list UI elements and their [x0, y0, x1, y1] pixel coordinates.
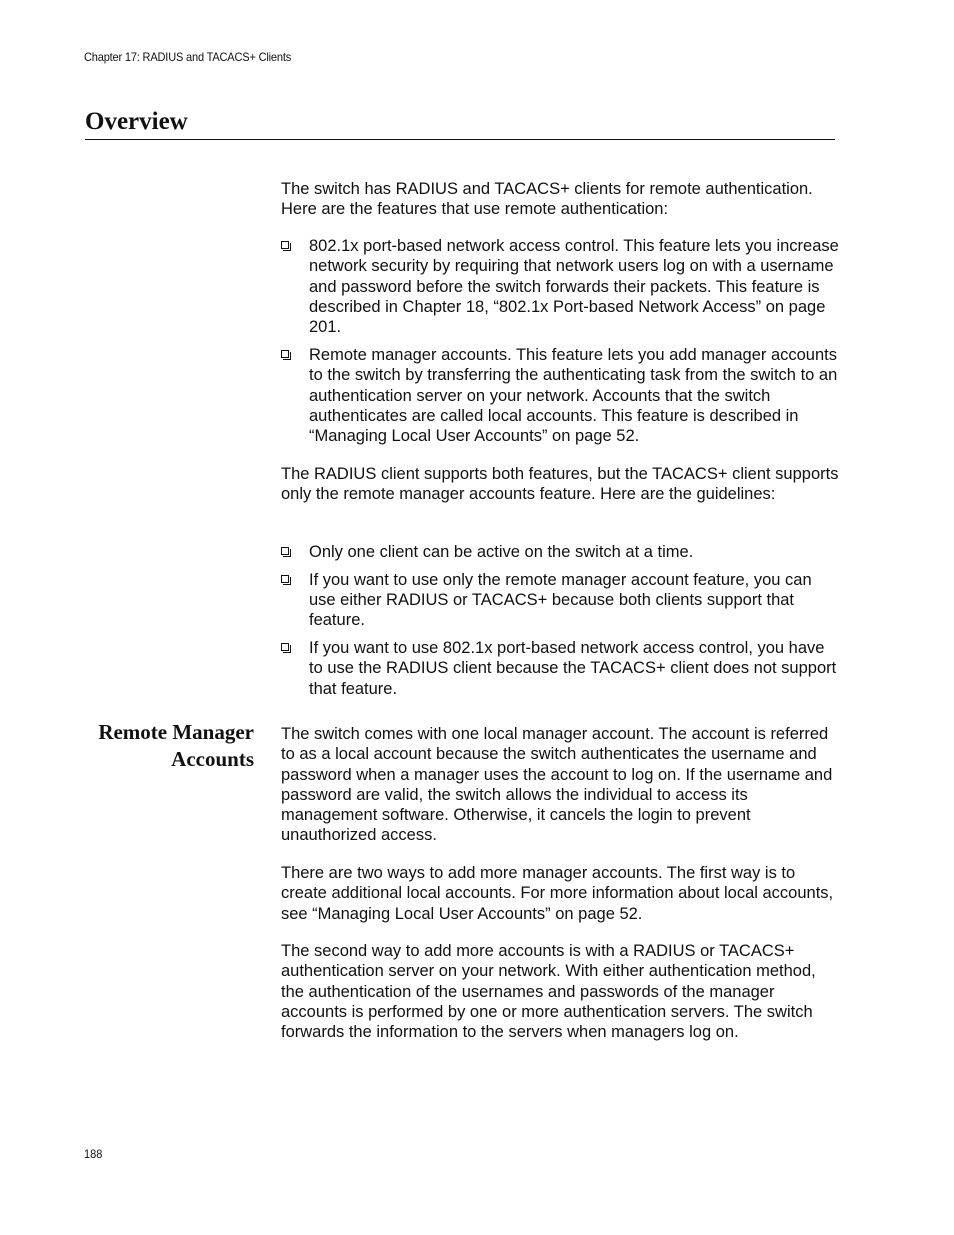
remote-manager-block [281, 863, 841, 924]
list-item-text: Only one client can be active on the switch at a time. [309, 543, 694, 561]
list-item [281, 542, 841, 562]
feature-list [281, 236, 841, 446]
section-title-overview: Overview [85, 108, 188, 135]
list-item-text: Remote manager accounts. This feature lets you add manager accounts to the switch by transferring the authenticating task from the switch to an authentication server on your network. Accounts that the switch authenticates are called local accounts. This feature is described in “Managing Local User Accounts” on page 52. [309, 345, 838, 446]
list-item-text: If you want to use only the remote manager account feature, you can use either RADIUS or TACACS+ because both clients support that feature. [309, 570, 812, 630]
feature-list-block [281, 236, 841, 446]
list-item-text: 802.1x port-based network access control. This feature lets you increase network security by requiring that network users log on with a username and password before the switch forwards their packets. This feature is described in Chapter 18, “802.1x Port-based Network Access” on page 201. [309, 237, 839, 337]
side-heading-line: Accounts [171, 747, 254, 771]
body-paragraph: The switch comes with one local manager account. The account is referred to as a local account because the switch authenticates the username and password when a manager uses the account to log on. If the username and password are valid, the switch allows the individual to access its management software. Otherwise, it cancels the login to prevent unauthorized access. [281, 725, 833, 845]
box-bullet-icon [281, 547, 289, 555]
body-paragraph: There are two ways to add more manager accounts. The first way is to create additional local accounts. For more information about local accounts, see “Managing Local User Accounts” on page 52. [281, 864, 834, 923]
support-text-block [281, 464, 841, 505]
remote-manager-block [281, 941, 841, 1042]
overview-intro-block [281, 179, 841, 220]
overview-intro-paragraph: The switch has RADIUS and TACACS+ clients for remote authentication. Here are the features that use remote authentication: [281, 180, 813, 219]
guideline-list-block [281, 542, 841, 699]
list-item [281, 236, 841, 337]
box-bullet-icon [281, 241, 289, 249]
page-number: 188 [84, 1147, 103, 1161]
box-bullet-icon [281, 350, 289, 358]
list-item [281, 345, 841, 446]
title-rule [85, 139, 835, 140]
remote-manager-block [281, 724, 841, 846]
support-paragraph: The RADIUS client supports both features, but the TACACS+ client supports only the remote manager accounts feature. Here are the guidelines: [281, 465, 839, 504]
list-item-text: If you want to use 802.1x port-based network access control, you have to use the RADIUS client because the TACACS+ client does not support that feature. [309, 639, 837, 698]
running-head: Chapter 17: RADIUS and TACACS+ Clients [84, 50, 292, 64]
side-heading-remote-manager-accounts [60, 719, 254, 773]
body-paragraph: The second way to add more accounts is with a RADIUS or TACACS+ authentication server on your network. With either authentication method, the authentication of the usernames and passwords of the manager accounts is performed by one or more authentication servers. The switch forwards the information to the servers when managers log on. [281, 942, 816, 1042]
list-item [281, 638, 841, 699]
guideline-list [281, 542, 841, 699]
side-heading-line: Remote Manager [98, 720, 254, 744]
list-item [281, 570, 841, 631]
box-bullet-icon [281, 575, 289, 583]
box-bullet-icon [281, 643, 289, 651]
